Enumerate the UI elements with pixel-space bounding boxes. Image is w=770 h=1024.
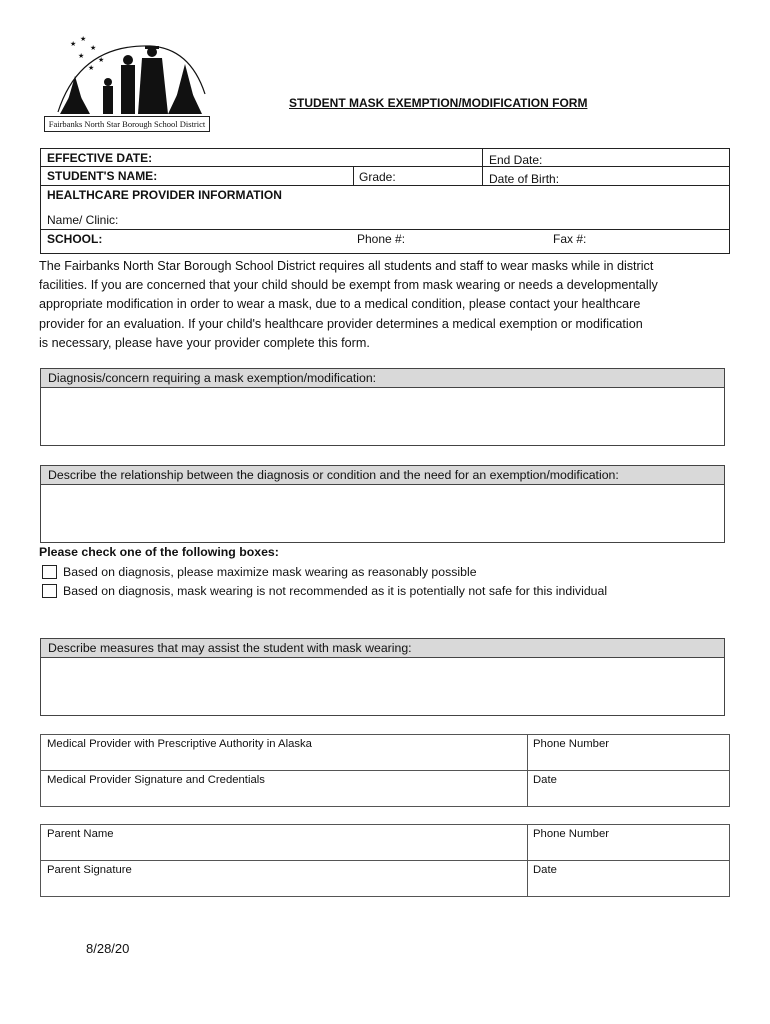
logo-family-trees-icon [40,34,212,118]
relationship-header: Describe the relationship between the diagnosis or condition and the need for an exemption/modification: [41,466,724,485]
fax-field[interactable]: Fax #: [553,232,587,246]
parent-name-field[interactable]: Parent Name [47,828,114,840]
effective-date-field[interactable]: EFFECTIVE DATE: [47,151,153,165]
name-clinic-field[interactable]: Name/ Clinic: [47,213,119,227]
parent-signature-table [40,824,730,897]
grade-field[interactable]: Grade: [359,170,396,184]
checkbox-instructions: Please check one of the following boxes: [39,545,279,559]
student-name-field[interactable]: STUDENT'S NAME: [47,169,158,183]
provider-signature-field[interactable]: Medical Provider Signature and Credentials [47,774,265,786]
parent-signature-field[interactable]: Parent Signature [47,864,132,876]
svg-text:★: ★ [70,41,77,48]
diagnosis-input-area[interactable] [41,388,724,445]
healthcare-provider-heading: HEALTHCARE PROVIDER INFORMATION [47,188,282,202]
provider-date-field[interactable]: Date [533,774,557,786]
maximize-mask-checkbox[interactable] [42,565,57,579]
logo-caption: Fairbanks North Star Borough School District [44,116,210,132]
svg-text:★: ★ [90,45,97,52]
intro-line: appropriate modification in order to wear a mask, due to a medical condition, please contact your healthcare [39,297,641,312]
maximize-mask-label: Based on diagnosis, please maximize mask wearing as reasonably possible [63,565,477,579]
measures-section [40,638,725,716]
relationship-section [40,465,725,543]
parent-signature-row [41,860,729,896]
diagnosis-section [40,368,725,446]
diagnosis-header: Diagnosis/concern requiring a mask exemption/modification: [41,369,724,388]
not-recommended-checkbox[interactable] [42,584,57,598]
not-recommended-label: Based on diagnosis, mask wearing is not recommended as it is potentially not safe for this individual [63,584,608,598]
parent-row [41,825,729,860]
svg-text:★: ★ [80,36,87,43]
measures-input-area[interactable] [41,658,724,715]
intro-line: The Fairbanks North Star Borough School District requires all students and staff to wear masks while in district [39,259,654,273]
student-info-box [40,148,730,254]
provider-name-field[interactable]: Medical Provider with Prescriptive Authority in Alaska [47,738,312,750]
parent-date-field[interactable]: Date [533,864,557,876]
revision-date: 8/28/20 [86,941,130,956]
dob-field[interactable]: Date of Birth: [489,172,560,186]
intro-line: is necessary, please have your provider complete this form. [39,335,370,350]
measures-header: Describe measures that may assist the student with mask wearing: [41,639,724,658]
phone-field[interactable]: Phone #: [357,232,406,246]
provider-signature-row [41,770,729,806]
provider-row [41,735,729,770]
school-field[interactable]: SCHOOL: [47,232,103,246]
intro-paragraph [39,257,739,353]
form-title: STUDENT MASK EXEMPTION/MODIFICATION FORM [289,96,588,110]
option-not-recommended-row[interactable] [42,583,607,599]
district-logo [40,34,212,132]
relationship-input-area[interactable] [41,485,724,542]
intro-line: provider for an evaluation. If your child's healthcare provider determines a medical exemption or modification [39,316,643,331]
provider-signature-table [40,734,730,807]
option-maximize-mask-row[interactable] [42,564,477,580]
svg-text:★: ★ [78,53,85,60]
end-date-field[interactable]: End Date: [489,153,543,167]
svg-text:★: ★ [98,57,105,64]
parent-phone-field[interactable]: Phone Number [533,828,609,840]
svg-text:★: ★ [88,65,95,72]
provider-phone-field[interactable]: Phone Number [533,738,609,750]
intro-line: facilities. If you are concerned that your child should be exempt from mask wearing or needs a developmentally [39,278,658,293]
